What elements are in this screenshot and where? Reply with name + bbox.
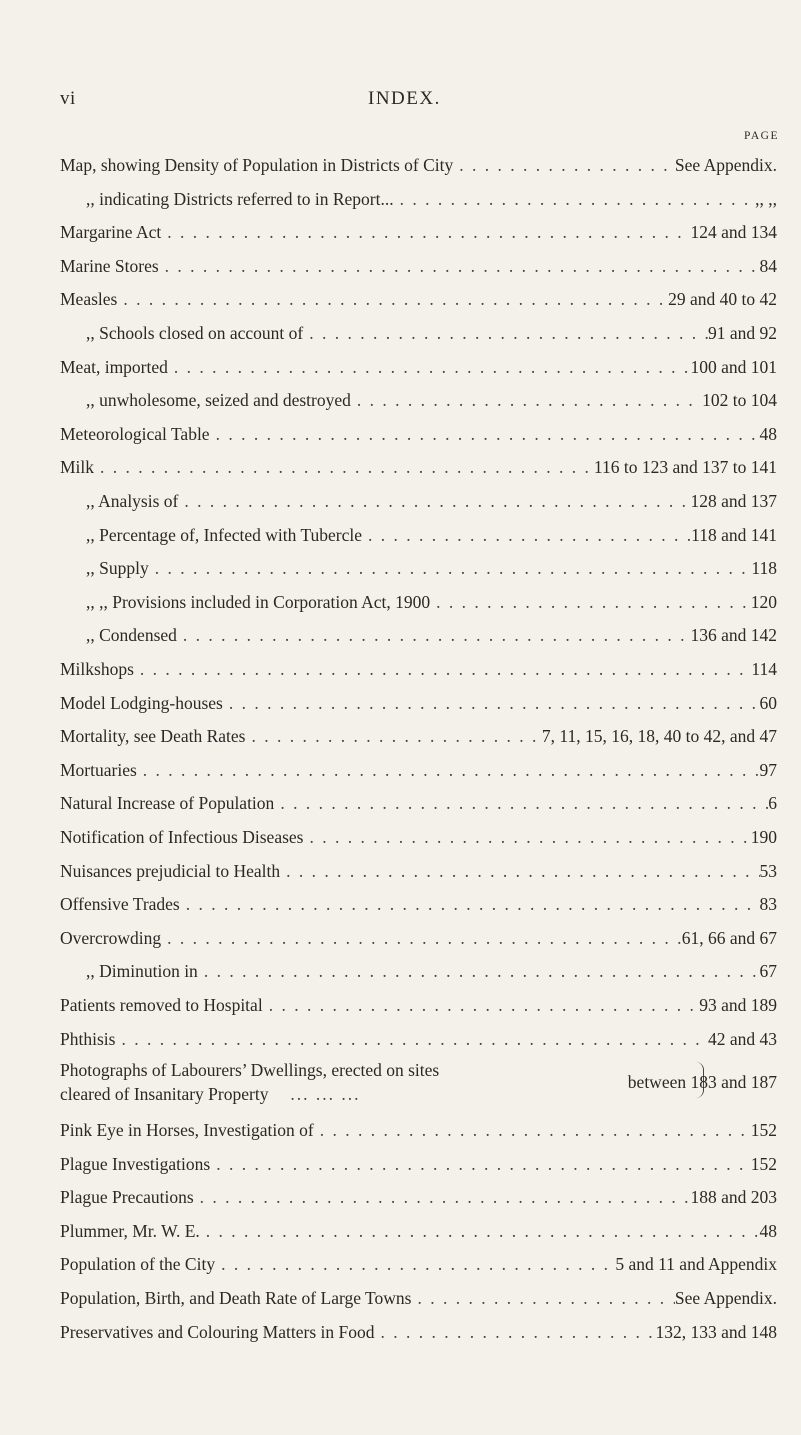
entry-pages: 118 and 141 (691, 524, 777, 545)
dot-leader (453, 157, 675, 175)
dot-leader (168, 359, 691, 377)
entry-label: ,, Analysis of (86, 491, 179, 511)
index-entry (60, 224, 777, 242)
index-entry (60, 560, 777, 578)
index-entry (60, 1189, 777, 1207)
dot-leader (215, 1256, 615, 1274)
page-column-label: PAGE (744, 130, 779, 142)
entry-pages: 61, 66 and 67 (681, 927, 777, 948)
dot-leader (177, 627, 691, 645)
entry-label: Pink Eye in Horses, Investigation of (60, 1120, 314, 1140)
dot-leader (159, 258, 760, 276)
entry-label: Milkshops (60, 659, 134, 679)
index-entry (60, 963, 777, 981)
entry-label: Population, Birth, and Death Rate of Large Towns (60, 1288, 412, 1308)
entry-pages: 188 and 203 (690, 1187, 777, 1208)
index-entry (60, 591, 777, 612)
index-entry-photographs (60, 1060, 777, 1108)
entry-pages: ,, ,, (755, 188, 777, 209)
entry-label: Marine Stores (60, 255, 159, 276)
entry-pages: 136 and 142 (690, 625, 777, 646)
entry-label: ,, Schools closed on account of (86, 323, 304, 343)
entry-label: ,, Condensed (86, 625, 177, 646)
entry-pages: 53 (759, 860, 777, 881)
index-entry (60, 1153, 777, 1174)
dot-leader (351, 392, 702, 410)
dot-leader (180, 896, 760, 914)
dot-leader (314, 1122, 751, 1140)
entry-label: Phthisis (60, 1028, 116, 1049)
entry-label: Preservatives and Colouring Matters in Food (60, 1321, 375, 1342)
entry-pages: 7, 11, 15, 16, 18, 40 to 42, and 47 (541, 726, 777, 747)
entry-label: Overcrowding (60, 927, 162, 948)
entry-label: Plummer, Mr. W. E. (60, 1220, 200, 1241)
entry-pages: 120 (750, 591, 777, 612)
index-entry (60, 1028, 777, 1049)
index-entry (60, 860, 777, 881)
index-entry (60, 795, 777, 813)
entry-label: ,, Percentage of, Infected with Tubercle (86, 524, 363, 545)
page-number: vi (60, 88, 76, 109)
entry-pages: 102 to 104 (702, 390, 777, 411)
entry-pages: 124 and 134 (690, 222, 777, 243)
index-entry (60, 1256, 777, 1274)
entry-label: Plague Precautions (60, 1187, 194, 1208)
entry-pages: 48 (759, 1220, 777, 1241)
dot-leader (134, 661, 751, 679)
entry-label: Nuisances prejudicial to Health (60, 860, 281, 881)
entry-label: Milk (60, 457, 95, 478)
dot-leader (394, 191, 755, 209)
dot-leader (115, 1031, 708, 1049)
index-entry (60, 524, 777, 545)
dot-leader (362, 527, 691, 545)
page-title: INDEX. (368, 88, 441, 109)
dot-leader (280, 863, 759, 881)
entry-label: Patients removed to Hospital (60, 995, 263, 1015)
dot-leader (411, 1290, 674, 1308)
dot-leader (161, 930, 682, 948)
entry-label: Margarine Act (60, 222, 162, 243)
index-entry (60, 392, 777, 410)
entry-pages: 84 (759, 255, 777, 276)
entry-pages: 67 (759, 961, 777, 982)
entry-label: ,, indicating Districts referred to in Report... (86, 188, 394, 209)
index-entry (60, 255, 777, 276)
dot-leader (149, 560, 752, 578)
entry-label: Map, showing Density of Population in Districts of City (60, 155, 454, 175)
entry-label: ,, unwholesome, seized and destroyed (86, 390, 351, 411)
entry-pages: See Appendix. (674, 155, 777, 175)
index-entry (60, 829, 777, 847)
index-entry (60, 692, 777, 713)
entry-label: ,, Supply (86, 558, 149, 579)
entry-label-line1: Photographs of Labourers’ Dwellings, erected on sites (60, 1060, 440, 1080)
entry-label: Plague Investigations (60, 1153, 211, 1174)
index-entry (60, 927, 777, 948)
entry-label: Population of the City (60, 1254, 216, 1275)
entry-label-line2: cleared of Insanitary Property ... ... ... (60, 1084, 361, 1104)
index-entry (60, 759, 777, 780)
entry-pages: 116 to 123 and 137 to 141 (593, 457, 777, 478)
index-entry (60, 325, 777, 343)
index-entry (60, 1122, 777, 1140)
entry-pages: 93 and 189 (699, 995, 777, 1015)
entry-pages: 48 (759, 423, 777, 444)
dot-leader (303, 829, 750, 847)
entry-pages: 60 (759, 692, 777, 713)
entry-pages: 152 (750, 1120, 777, 1140)
entry-label: Model Lodging-houses (60, 692, 223, 713)
dot-leader (263, 997, 700, 1015)
entry-pages: 5 and 11 and Appendix (615, 1254, 777, 1275)
dot-leader (430, 594, 751, 612)
entry-pages: See Appendix. (674, 1288, 777, 1308)
entry-label: Notification of Infectious Diseases (60, 827, 304, 847)
index-entry (60, 1220, 777, 1241)
dot-leader (198, 963, 760, 981)
index-entry (60, 627, 777, 645)
dot-leader (137, 762, 760, 780)
entry-pages: 100 and 101 (690, 356, 777, 377)
index-entry (60, 493, 777, 511)
entry-label: ,, ,, Provisions included in Corporation Act, 1900 (86, 591, 431, 612)
entry-pages: 132, 133 and 148 (655, 1321, 777, 1342)
index-entry (60, 157, 777, 175)
index-entry (60, 356, 777, 377)
dot-leader (210, 1156, 751, 1174)
dot-leader (194, 1189, 691, 1207)
dot-leader (210, 426, 760, 444)
entry-pages: between 183 and 187 (627, 1072, 777, 1092)
dot-leader (94, 459, 594, 477)
index-entry (60, 1321, 777, 1342)
entry-pages: 6 (768, 793, 777, 814)
entry-label: Mortality, see Death Rates (60, 726, 246, 747)
entry-pages: 91 and 92 (707, 323, 777, 343)
entry-label: Offensive Trades (60, 894, 180, 915)
entry-label: Measles (60, 289, 118, 310)
index-entry (60, 728, 777, 746)
index-entry (60, 661, 777, 679)
entry-pages: 128 and 137 (690, 491, 777, 511)
entry-label: Mortuaries (60, 759, 137, 780)
entry-pages: 83 (759, 894, 777, 915)
dot-leader (374, 1324, 655, 1342)
entry-pages: 42 and 43 (707, 1028, 777, 1049)
entry-pages: 118 (751, 558, 777, 579)
entry-pages: 29 and 40 to 42 (668, 289, 777, 310)
entry-label: Natural Increase of Population (60, 793, 275, 814)
entry-label: ,, Diminution in (86, 961, 198, 982)
entry-label: Meat, imported (60, 356, 168, 377)
index-entry (60, 896, 777, 914)
dot-leader: ... ... ... (290, 1084, 361, 1104)
dot-leader (200, 1223, 760, 1241)
entry-label: Meteorological Table (60, 423, 210, 444)
dot-leader (223, 695, 760, 713)
entry-pages: 190 (750, 827, 777, 847)
dot-leader (303, 325, 708, 343)
dot-leader (245, 728, 541, 746)
entry-pages: 114 (751, 659, 777, 679)
index-entry (60, 1290, 777, 1308)
dot-leader (178, 493, 690, 511)
index-entry (60, 423, 777, 444)
index-entry (60, 997, 777, 1015)
entry-pages: 152 (750, 1153, 777, 1174)
index-entry (60, 459, 777, 477)
entry-pages: 97 (759, 759, 777, 780)
index-entry (60, 188, 777, 209)
dot-leader (274, 795, 768, 813)
index-entry (60, 291, 777, 309)
dot-leader (117, 291, 668, 309)
dot-leader (161, 224, 690, 242)
